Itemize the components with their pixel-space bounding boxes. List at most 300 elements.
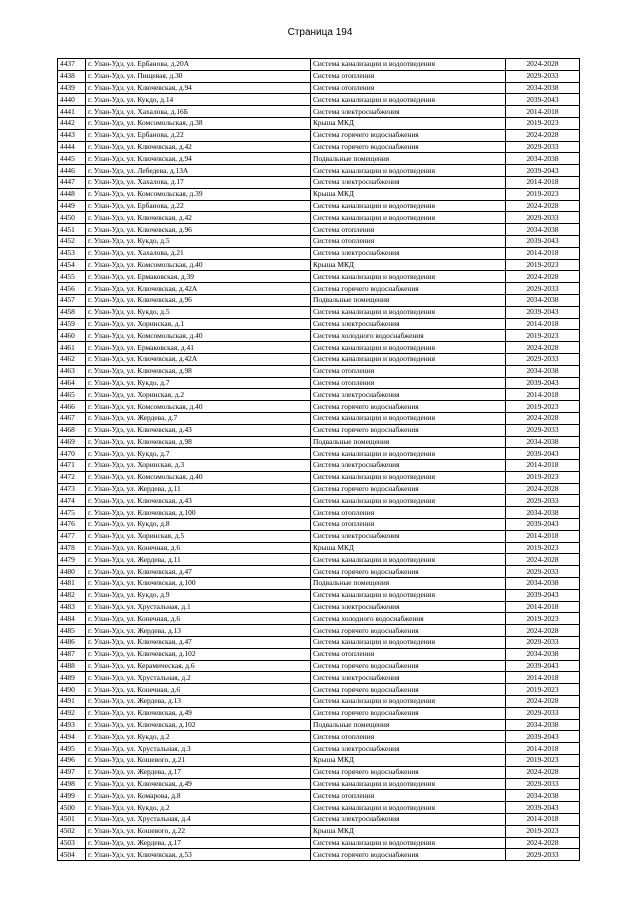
address-cell: г. Улан-Удэ, ул. Ключевская, д.100 <box>86 507 311 519</box>
system-cell: Система электроснабжения <box>311 743 506 755</box>
table-row <box>58 412 580 424</box>
system-cell: Система канализации и водоотведения <box>311 802 506 814</box>
system-cell: Система канализации и водоотведения <box>311 59 506 71</box>
table-row <box>58 837 580 849</box>
period-cell: 2014-2018 <box>506 530 580 542</box>
address-cell: г. Улан-Удэ, ул. Кукдо, д.8 <box>86 519 311 531</box>
period-cell: 2014-2018 <box>506 176 580 188</box>
row-number: 4438 <box>58 70 86 82</box>
table-row <box>58 448 580 460</box>
period-cell: 2039-2043 <box>506 802 580 814</box>
period-cell: 2019-2023 <box>506 188 580 200</box>
address-cell: г. Улан-Удэ, ул. Ключевская, д.100 <box>86 578 311 590</box>
address-cell: г. Улан-Удэ, ул. Кукдо, д.14 <box>86 94 311 106</box>
period-cell: 2029-2033 <box>506 778 580 790</box>
period-cell: 2024-2028 <box>506 696 580 708</box>
table-row <box>58 70 580 82</box>
system-cell: Крыша МКД <box>311 542 506 554</box>
period-cell: 2029-2033 <box>506 283 580 295</box>
table-row <box>58 495 580 507</box>
period-cell: 2029-2033 <box>506 141 580 153</box>
row-number: 4488 <box>58 660 86 672</box>
row-number: 4480 <box>58 566 86 578</box>
period-cell: 2034-2038 <box>506 82 580 94</box>
address-cell: г. Улан-Удэ, ул. Ключевская, д.102 <box>86 719 311 731</box>
system-cell: Система электроснабжения <box>311 318 506 330</box>
table-row <box>58 389 580 401</box>
row-number: 4483 <box>58 601 86 613</box>
system-cell: Система канализации и водоотведения <box>311 837 506 849</box>
period-cell: 2034-2038 <box>506 578 580 590</box>
system-cell: Система электроснабжения <box>311 389 506 401</box>
system-cell: Система электроснабжения <box>311 672 506 684</box>
period-cell: 2029-2033 <box>506 495 580 507</box>
system-cell: Система отопления <box>311 235 506 247</box>
row-number: 4494 <box>58 731 86 743</box>
system-cell: Система горячего водоснабжения <box>311 283 506 295</box>
row-number: 4490 <box>58 684 86 696</box>
table-row <box>58 224 580 236</box>
period-cell: 2039-2043 <box>506 519 580 531</box>
address-cell: г. Улан-Удэ, ул. Жердева, д.17 <box>86 766 311 778</box>
row-number: 4453 <box>58 247 86 259</box>
system-cell: Крыша МКД <box>311 188 506 200</box>
period-cell: 2034-2038 <box>506 365 580 377</box>
address-cell: г. Улан-Удэ, ул. Ключевская, д.94 <box>86 82 311 94</box>
table-row <box>58 200 580 212</box>
row-number: 4493 <box>58 719 86 731</box>
system-cell: Система отопления <box>311 377 506 389</box>
table-row <box>58 625 580 637</box>
address-cell: г. Улан-Удэ, ул. Ключевская, д.96 <box>86 224 311 236</box>
system-cell: Система электроснабжения <box>311 814 506 826</box>
address-cell: г. Улан-Удэ, ул. Кукдо, д.9 <box>86 589 311 601</box>
row-number: 4441 <box>58 106 86 118</box>
address-cell: г. Улан-Удэ, ул. Комсомольская, д.40 <box>86 471 311 483</box>
period-cell: 2039-2043 <box>506 165 580 177</box>
period-cell: 2014-2018 <box>506 106 580 118</box>
row-number: 4447 <box>58 176 86 188</box>
table-row <box>58 212 580 224</box>
period-cell: 2014-2018 <box>506 672 580 684</box>
period-cell: 2014-2018 <box>506 601 580 613</box>
address-cell: г. Улан-Удэ, ул. Хоринская, д.1 <box>86 318 311 330</box>
row-number: 4482 <box>58 589 86 601</box>
table-row <box>58 743 580 755</box>
system-cell: Система горячего водоснабжения <box>311 707 506 719</box>
system-cell: Система канализации и водоотведения <box>311 448 506 460</box>
address-cell: г. Улан-Удэ, ул. Пищевая, д.30 <box>86 70 311 82</box>
row-number: 4460 <box>58 330 86 342</box>
row-number: 4470 <box>58 448 86 460</box>
system-cell: Система отопления <box>311 790 506 802</box>
system-cell: Система канализации и водоотведения <box>311 471 506 483</box>
period-cell: 2014-2018 <box>506 318 580 330</box>
period-cell: 2019-2023 <box>506 330 580 342</box>
period-cell: 2039-2043 <box>506 448 580 460</box>
row-number: 4469 <box>58 436 86 448</box>
period-cell: 2019-2023 <box>506 117 580 129</box>
table-row <box>58 294 580 306</box>
period-cell: 2014-2018 <box>506 743 580 755</box>
address-cell: г. Улан-Удэ, ул. Хоринская, д.2 <box>86 389 311 401</box>
repair-schedule-table <box>57 58 580 861</box>
system-cell: Система канализации и водоотведения <box>311 637 506 649</box>
table-row <box>58 707 580 719</box>
system-cell: Система электроснабжения <box>311 530 506 542</box>
period-cell: 2024-2028 <box>506 625 580 637</box>
address-cell: г. Улан-Удэ, ул. Ербанова, д.20А <box>86 59 311 71</box>
table-row <box>58 188 580 200</box>
system-cell: Система электроснабжения <box>311 601 506 613</box>
table-row <box>58 59 580 71</box>
table-row <box>58 530 580 542</box>
row-number: 4501 <box>58 814 86 826</box>
row-number: 4487 <box>58 648 86 660</box>
system-cell: Подвальные помещения <box>311 294 506 306</box>
row-number: 4450 <box>58 212 86 224</box>
row-number: 4500 <box>58 802 86 814</box>
table-row <box>58 731 580 743</box>
table-row <box>58 436 580 448</box>
system-cell: Система отопления <box>311 365 506 377</box>
table-row <box>58 353 580 365</box>
table-row <box>58 318 580 330</box>
system-cell: Система канализации и водоотведения <box>311 495 506 507</box>
period-cell: 2024-2028 <box>506 766 580 778</box>
period-cell: 2034-2038 <box>506 648 580 660</box>
system-cell: Система канализации и водоотведения <box>311 412 506 424</box>
table-row <box>58 554 580 566</box>
address-cell: г. Улан-Удэ, ул. Кукдо, д.7 <box>86 377 311 389</box>
period-cell: 2029-2033 <box>506 637 580 649</box>
table-row <box>58 129 580 141</box>
row-number: 4473 <box>58 483 86 495</box>
row-number: 4444 <box>58 141 86 153</box>
row-number: 4495 <box>58 743 86 755</box>
address-cell: г. Улан-Удэ, ул. Кукдо, д.7 <box>86 448 311 460</box>
address-cell: г. Улан-Удэ, ул. Ключевская, д.42 <box>86 212 311 224</box>
address-cell: г. Улан-Удэ, ул. Ключевская, д.43 <box>86 424 311 436</box>
address-cell: г. Улан-Удэ, ул. Кукдо, д.5 <box>86 235 311 247</box>
system-cell: Система канализации и водоотведения <box>311 271 506 283</box>
row-number: 4475 <box>58 507 86 519</box>
address-cell: г. Улан-Удэ, ул. Хахалова, д.16Б <box>86 106 311 118</box>
period-cell: 2039-2043 <box>506 589 580 601</box>
address-cell: г. Улан-Удэ, ул. Ключевская, д.47 <box>86 566 311 578</box>
table-row <box>58 365 580 377</box>
table-row <box>58 153 580 165</box>
period-cell: 2019-2023 <box>506 613 580 625</box>
row-number: 4468 <box>58 424 86 436</box>
system-cell: Система канализации и водоотведения <box>311 778 506 790</box>
table-row <box>58 648 580 660</box>
address-cell: г. Улан-Удэ, ул. Комсомольская, д.40 <box>86 330 311 342</box>
address-cell: г. Улан-Удэ, ул. Ключевская, д.94 <box>86 153 311 165</box>
table-row <box>58 247 580 259</box>
table-row <box>58 519 580 531</box>
address-cell: г. Улан-Удэ, ул. Ключевская, д.42А <box>86 283 311 295</box>
row-number: 4449 <box>58 200 86 212</box>
table-row <box>58 802 580 814</box>
row-number: 4477 <box>58 530 86 542</box>
row-number: 4471 <box>58 460 86 472</box>
system-cell: Система отопления <box>311 731 506 743</box>
table-row <box>58 106 580 118</box>
table-row <box>58 613 580 625</box>
address-cell: г. Улан-Удэ, ул. Ключевская, д.42А <box>86 353 311 365</box>
row-number: 4479 <box>58 554 86 566</box>
table-row <box>58 566 580 578</box>
table-row <box>58 589 580 601</box>
address-cell: г. Улан-Удэ, ул. Хрустальная, д.3 <box>86 743 311 755</box>
period-cell: 2019-2023 <box>506 259 580 271</box>
row-number: 4485 <box>58 625 86 637</box>
row-number: 4457 <box>58 294 86 306</box>
address-cell: г. Улан-Удэ, ул. Ербанова, д.22 <box>86 200 311 212</box>
address-cell: г. Улан-Удэ, ул. Ербанова, д.22 <box>86 129 311 141</box>
table-row <box>58 117 580 129</box>
system-cell: Система канализации и водоотведения <box>311 353 506 365</box>
system-cell: Система отопления <box>311 70 506 82</box>
address-cell: г. Улан-Удэ, ул. Ключевская, д.96 <box>86 294 311 306</box>
period-cell: 2019-2023 <box>506 755 580 767</box>
period-cell: 2014-2018 <box>506 389 580 401</box>
table-row <box>58 342 580 354</box>
page-title: Страница 194 <box>287 27 353 38</box>
period-cell: 2024-2028 <box>506 200 580 212</box>
table-row <box>58 82 580 94</box>
system-cell: Система горячего водоснабжения <box>311 424 506 436</box>
address-cell: г. Улан-Удэ, ул. Кошевого, д.22 <box>86 825 311 837</box>
system-cell: Система электроснабжения <box>311 106 506 118</box>
period-cell: 2019-2023 <box>506 471 580 483</box>
row-number: 4437 <box>58 59 86 71</box>
row-number: 4492 <box>58 707 86 719</box>
system-cell: Система горячего водоснабжения <box>311 684 506 696</box>
system-cell: Крыша МКД <box>311 825 506 837</box>
period-cell: 2039-2043 <box>506 235 580 247</box>
row-number: 4478 <box>58 542 86 554</box>
address-cell: г. Улан-Удэ, ул. Ключевская, д.43 <box>86 495 311 507</box>
row-number: 4476 <box>58 519 86 531</box>
system-cell: Подвальные помещения <box>311 436 506 448</box>
period-cell: 2039-2043 <box>506 660 580 672</box>
table-row <box>58 235 580 247</box>
table-row <box>58 719 580 731</box>
row-number: 4463 <box>58 365 86 377</box>
period-cell: 2024-2028 <box>506 342 580 354</box>
period-cell: 2029-2033 <box>506 212 580 224</box>
period-cell: 2024-2028 <box>506 483 580 495</box>
row-number: 4462 <box>58 353 86 365</box>
system-cell: Система горячего водоснабжения <box>311 849 506 861</box>
table-row <box>58 578 580 590</box>
period-cell: 2034-2038 <box>506 790 580 802</box>
period-cell: 2039-2043 <box>506 94 580 106</box>
system-cell: Система канализации и водоотведения <box>311 589 506 601</box>
address-cell: г. Улан-Удэ, ул. Ермаковская, д.39 <box>86 271 311 283</box>
system-cell: Система горячего водоснабжения <box>311 766 506 778</box>
address-cell: г. Улан-Удэ, ул. Жердева, д.7 <box>86 412 311 424</box>
row-number: 4502 <box>58 825 86 837</box>
system-cell: Система электроснабжения <box>311 247 506 259</box>
table-row <box>58 601 580 613</box>
system-cell: Система электроснабжения <box>311 176 506 188</box>
address-cell: г. Улан-Удэ, ул. Ключевская, д.53 <box>86 849 311 861</box>
table-row <box>58 306 580 318</box>
row-number: 4498 <box>58 778 86 790</box>
system-cell: Система канализации и водоотведения <box>311 696 506 708</box>
system-cell: Подвальные помещения <box>311 153 506 165</box>
row-number: 4496 <box>58 755 86 767</box>
address-cell: г. Улан-Удэ, ул. Кукдо, д.5 <box>86 306 311 318</box>
table-row <box>58 825 580 837</box>
row-number: 4472 <box>58 471 86 483</box>
period-cell: 2019-2023 <box>506 401 580 413</box>
address-cell: г. Улан-Удэ, ул. Ключевская, д.102 <box>86 648 311 660</box>
row-number: 4466 <box>58 401 86 413</box>
row-number: 4455 <box>58 271 86 283</box>
system-cell: Система горячего водоснабжения <box>311 625 506 637</box>
address-cell: г. Улан-Удэ, ул. Хрустальная, д.2 <box>86 672 311 684</box>
address-cell: г. Улан-Удэ, ул. Ермаковская, д.41 <box>86 342 311 354</box>
period-cell: 2034-2038 <box>506 153 580 165</box>
period-cell: 2029-2033 <box>506 566 580 578</box>
system-cell: Система электроснабжения <box>311 460 506 472</box>
address-cell: г. Улан-Удэ, ул. Хрустальная, д.1 <box>86 601 311 613</box>
address-cell: г. Улан-Удэ, ул. Жердева, д.13 <box>86 696 311 708</box>
system-cell: Система холодного водоснабжения <box>311 330 506 342</box>
row-number: 4439 <box>58 82 86 94</box>
table-row <box>58 672 580 684</box>
address-cell: г. Улан-Удэ, ул. Конечная, д.6 <box>86 542 311 554</box>
row-number: 4491 <box>58 696 86 708</box>
address-cell: г. Улан-Удэ, ул. Жердева, д.17 <box>86 837 311 849</box>
system-cell: Система канализации и водоотведения <box>311 165 506 177</box>
system-cell: Система канализации и водоотведения <box>311 94 506 106</box>
period-cell: 2024-2028 <box>506 554 580 566</box>
row-number: 4486 <box>58 637 86 649</box>
table-row <box>58 778 580 790</box>
table-row <box>58 141 580 153</box>
period-cell: 2024-2028 <box>506 271 580 283</box>
address-cell: г. Улан-Удэ, ул. Кукдо, д.2 <box>86 802 311 814</box>
address-cell: г. Улан-Удэ, ул. Жердева, д.13 <box>86 625 311 637</box>
table-row <box>58 507 580 519</box>
address-cell: г. Улан-Удэ, ул. Ключевская, д.42 <box>86 141 311 153</box>
table-body <box>58 59 580 861</box>
row-number: 4497 <box>58 766 86 778</box>
table-row <box>58 259 580 271</box>
row-number: 4484 <box>58 613 86 625</box>
address-cell: г. Улан-Удэ, ул. Лебедева, д.13А <box>86 165 311 177</box>
system-cell: Система отопления <box>311 224 506 236</box>
period-cell: 2029-2033 <box>506 70 580 82</box>
period-cell: 2024-2028 <box>506 412 580 424</box>
address-cell: г. Улан-Удэ, ул. Кукдо, д.2 <box>86 731 311 743</box>
system-cell: Система горячего водоснабжения <box>311 141 506 153</box>
table-row <box>58 684 580 696</box>
row-number: 4445 <box>58 153 86 165</box>
row-number: 4465 <box>58 389 86 401</box>
address-cell: г. Улан-Удэ, ул. Ключевская, д.47 <box>86 637 311 649</box>
table-row <box>58 401 580 413</box>
row-number: 4458 <box>58 306 86 318</box>
address-cell: г. Улан-Удэ, ул. Хрустальная, д.4 <box>86 814 311 826</box>
address-cell: г. Улан-Удэ, ул. Комарова, д.8 <box>86 790 311 802</box>
period-cell: 2039-2043 <box>506 731 580 743</box>
system-cell: Система канализации и водоотведения <box>311 212 506 224</box>
row-number: 4504 <box>58 849 86 861</box>
system-cell: Система холодного водоснабжения <box>311 613 506 625</box>
table-row <box>58 542 580 554</box>
address-cell: г. Улан-Удэ, ул. Конечная, д.6 <box>86 613 311 625</box>
address-cell: г. Улан-Удэ, ул. Комсомольская, д.40 <box>86 401 311 413</box>
address-cell: г. Улан-Удэ, ул. Ключевская, д.49 <box>86 707 311 719</box>
row-number: 4448 <box>58 188 86 200</box>
row-number: 4443 <box>58 129 86 141</box>
period-cell: 2024-2028 <box>506 59 580 71</box>
row-number: 4474 <box>58 495 86 507</box>
table-row <box>58 660 580 672</box>
system-cell: Крыша МКД <box>311 259 506 271</box>
address-cell: г. Улан-Удэ, ул. Жердева, д.11 <box>86 483 311 495</box>
period-cell: 2019-2023 <box>506 542 580 554</box>
system-cell: Система горячего водоснабжения <box>311 129 506 141</box>
table-row <box>58 814 580 826</box>
system-cell: Система канализации и водоотведения <box>311 200 506 212</box>
table-row <box>58 483 580 495</box>
period-cell: 2019-2023 <box>506 825 580 837</box>
table-row <box>58 755 580 767</box>
period-cell: 2029-2033 <box>506 424 580 436</box>
row-number: 4489 <box>58 672 86 684</box>
table-row <box>58 377 580 389</box>
period-cell: 2039-2043 <box>506 377 580 389</box>
period-cell: 2034-2038 <box>506 719 580 731</box>
table-row <box>58 471 580 483</box>
row-number: 4451 <box>58 224 86 236</box>
address-cell: г. Улан-Удэ, ул. Кошевого, д.21 <box>86 755 311 767</box>
period-cell: 2034-2038 <box>506 294 580 306</box>
period-cell: 2039-2043 <box>506 306 580 318</box>
table-row <box>58 424 580 436</box>
address-cell: г. Улан-Удэ, ул. Ключевская, д.49 <box>86 778 311 790</box>
table-row <box>58 283 580 295</box>
system-cell: Система горячего водоснабжения <box>311 401 506 413</box>
row-number: 4440 <box>58 94 86 106</box>
period-cell: 2014-2018 <box>506 460 580 472</box>
row-number: 4461 <box>58 342 86 354</box>
table-row <box>58 460 580 472</box>
table-row <box>58 696 580 708</box>
period-cell: 2019-2023 <box>506 684 580 696</box>
system-cell: Система горячего водоснабжения <box>311 660 506 672</box>
address-cell: г. Улан-Удэ, ул. Хахалова, д.21 <box>86 247 311 259</box>
table-row <box>58 176 580 188</box>
row-number: 4442 <box>58 117 86 129</box>
row-number: 4467 <box>58 412 86 424</box>
period-cell: 2024-2028 <box>506 129 580 141</box>
system-cell: Крыша МКД <box>311 755 506 767</box>
system-cell: Система отопления <box>311 507 506 519</box>
period-cell: 2014-2018 <box>506 247 580 259</box>
address-cell: г. Улан-Удэ, ул. Комсомольская, д.39 <box>86 188 311 200</box>
period-cell: 2034-2038 <box>506 224 580 236</box>
address-cell: г. Улан-Удэ, ул. Керамическая, д.6 <box>86 660 311 672</box>
period-cell: 2014-2018 <box>506 814 580 826</box>
